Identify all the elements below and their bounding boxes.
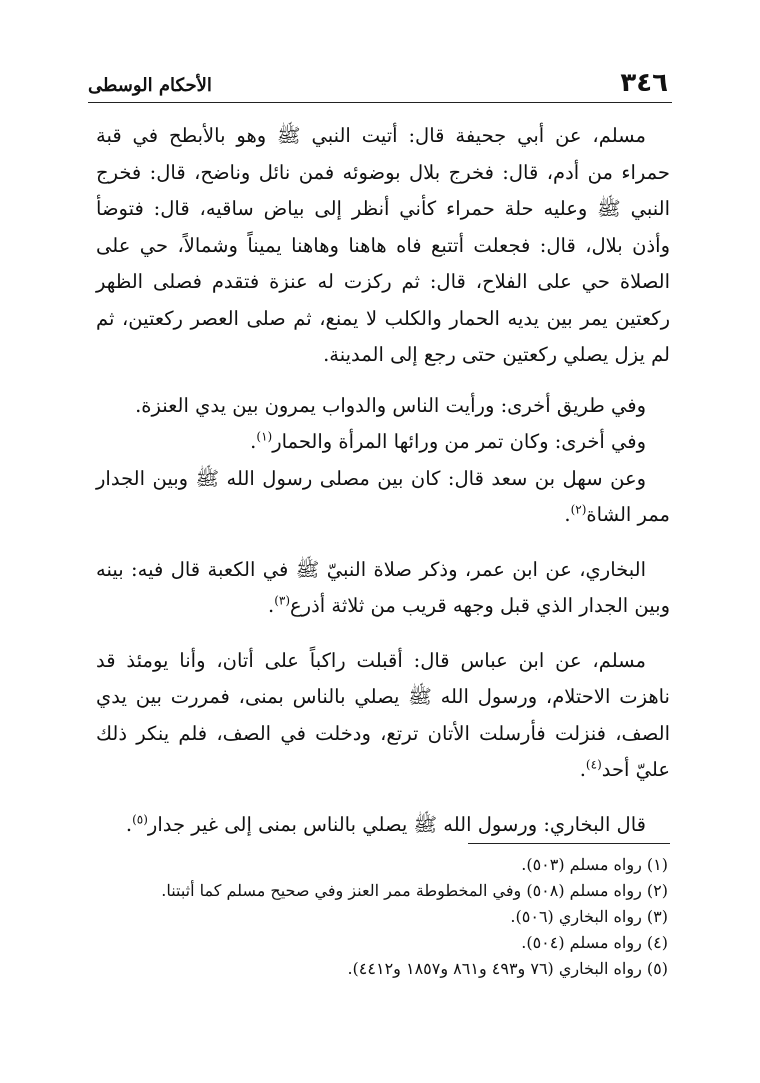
footnote-4: (٤) رواه مسلم (٥٠٤). bbox=[521, 933, 668, 952]
footnote-ref-1: (١) bbox=[256, 429, 273, 444]
paragraph-6-text: مسلم، عن ابن عباس قال: أقبلت راكباً على أتان، وأنا يومئذ قد ناهزت الاحتلام، ورسول الله ﷺ يصلي بالناس بمنى، فمررت بين يدي الصف، فنزلت فأرسلت الأتان ترتع، ودخلت في الصف، فلم ينكر ذلك عليّ أحد bbox=[96, 648, 670, 781]
paragraph-5-text: البخاري، عن ابن عمر، وذكر صلاة النبيّ ﷺ في الكعبة قال فيه: بينه وبين الجدار الذي قبل وجهه قريب من ثلاثة أذرع bbox=[96, 557, 670, 617]
footnote-ref-5: (٥) bbox=[132, 812, 148, 826]
paragraph-6-end: . bbox=[579, 758, 586, 781]
paragraph-6 bbox=[96, 643, 670, 789]
paragraph-7-end: . bbox=[125, 812, 133, 836]
paragraph-4-end: . bbox=[564, 503, 571, 526]
page-header bbox=[88, 68, 672, 103]
paragraph-5 bbox=[96, 552, 670, 625]
paragraph-3-end: . bbox=[250, 430, 257, 453]
footnote-2: (٢) رواه مسلم (٥٠٨) وفي المخطوطة ممر العنز وفي صحيح مسلم كما أثبتنا. bbox=[161, 881, 668, 900]
footnote-separator bbox=[468, 843, 670, 844]
footnote-ref-3: (٣) bbox=[274, 593, 291, 608]
paragraph-4 bbox=[96, 461, 670, 534]
footnote-ref-2: (٢) bbox=[570, 502, 587, 517]
paragraph-4-text: وعن سهل بن سعد قال: كان بين مصلى رسول الله ﷺ وبين الجدار ممر الشاة bbox=[96, 466, 670, 526]
paragraph-5-end: . bbox=[268, 594, 275, 617]
paragraph-2: وفي طريق أخرى: ورأيت الناس والدواب يمرون بين يدي العنزة. bbox=[135, 393, 646, 417]
paragraph-7 bbox=[96, 807, 670, 844]
main-text bbox=[96, 118, 670, 843]
paragraph-7-text: قال البخاري: ورسول الله ﷺ يصلي بالناس بمنى إلى غير جدار bbox=[147, 812, 646, 836]
paragraph-3 bbox=[96, 424, 670, 461]
footnote-5: (٥) رواه البخاري (٧٦ و٤٩٣ و٨٦١ و١٨٥٧ و٤٤١٢). bbox=[347, 959, 668, 978]
footnotes bbox=[150, 852, 668, 982]
footnote-1: (١) رواه مسلم (٥٠٣). bbox=[521, 855, 668, 874]
paragraph-3-text: وفي أخرى: وكان تمر من ورائها المرأة والحمار bbox=[272, 430, 646, 453]
footnote-3: (٣) رواه البخاري (٥٠٦). bbox=[510, 907, 668, 926]
paragraph-1: مسلم، عن أبي جحيفة قال: أتيت النبي ﷺ وهو بالأبطح في قبة حمراء من أدم، قال: فخرج بلال بوضوئه فمن نائل وناضح، قال: فخرج النبي ﷺ وعليه حلة حمراء كأني أنظر إلى بياض ساقيه، قال: فتوضأ وأذن بلال، قال: فجعلت أتتبع فاه هاهنا وهاهنا يميناً وشمالاً، حي على الصلاة حي على الفلاح، قال: ثم ركزت له عنزة فتقدم فصلى الظهر ركعتين يمر بين يديه الحمار والكلب لا يمنع، ثم صلى العصر ركعتين، ثم لم يزل يصلي ركعتين حتى رجع إلى المدينة. bbox=[96, 124, 670, 366]
page-number: ٣٤٦ bbox=[620, 68, 668, 98]
footnote-ref-4: (٤) bbox=[585, 757, 602, 772]
running-title: الأحكام الوسطى bbox=[88, 75, 212, 96]
